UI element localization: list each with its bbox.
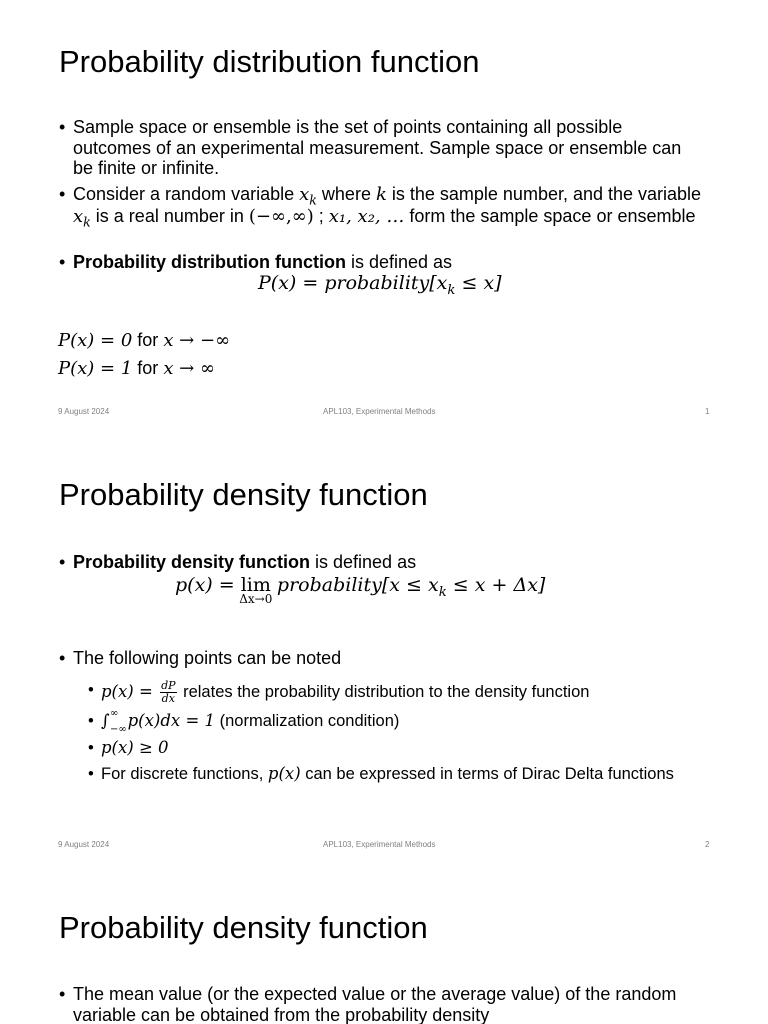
bullet-text: p(x) ≥ 0 <box>101 738 169 757</box>
bullet-dot: • <box>88 765 94 783</box>
equation-distribution: $P(x) = probability[x_k \le x]$ <box>258 272 502 298</box>
bullet-dot: • <box>59 252 66 272</box>
bullet-text: Consider a random variable $x_k$ where k is the sample number, and the variable $x_k$ is a real number in (−∞,∞) ; x₁, x₂, … form the sample space or ensemble <box>73 184 702 230</box>
sub-list-item <box>88 680 688 705</box>
bullet-text: The mean value (or the expected value or the average value) of the random variable can be obtained from the probability density <box>73 984 677 1024</box>
bullet-dot: • <box>59 117 66 137</box>
limit-line-minus: P(x) = 0 for x → −∞ <box>58 330 231 351</box>
bullet-text: Probability distribution function is defined as <box>73 252 453 272</box>
footer-course: APL103, Experimental Methods <box>323 407 436 416</box>
slide-2 <box>0 433 768 866</box>
page-number: 1 <box>705 407 710 416</box>
sub-list-item <box>88 708 688 735</box>
sub-list-item <box>88 764 688 784</box>
page-number: 2 <box>705 840 710 849</box>
list-item <box>59 117 704 179</box>
bullet-dot: • <box>59 184 66 204</box>
bullet-text: The following points can be noted <box>73 648 342 668</box>
sub-list-item <box>88 738 688 758</box>
bullet-text: p(x) = $\frac{dP}{dx}$ relates the probability distribution to the density function <box>101 679 590 705</box>
bullet-text: ∫ ∞ −∞ p(x)dx = 1 (normalization condition) <box>101 708 400 735</box>
list-item <box>59 648 704 669</box>
bullet-dot: • <box>59 552 66 572</box>
list-item <box>59 552 704 573</box>
slide-3 <box>0 866 768 1024</box>
bullet-dot: • <box>59 648 66 668</box>
footer-date: 9 August 2024 <box>58 840 110 849</box>
slide-title: Probability density function <box>59 910 428 945</box>
slide-title: Probability distribution function <box>59 44 480 79</box>
equation-density: p(x) = lim Δx→0 probability[x ≤ $x_k \le x + \Delta x$] <box>175 574 546 606</box>
limit-line-plus: P(x) = 1 for x → ∞ <box>58 358 215 379</box>
slide-1 <box>0 0 768 433</box>
list-item <box>59 984 704 1024</box>
bullet-text: Probability density function is defined as <box>73 552 417 572</box>
slide-title: Probability density function <box>59 477 428 512</box>
list-item <box>59 252 704 273</box>
list-item <box>59 184 704 230</box>
bullet-dot: • <box>59 984 66 1004</box>
bullet-text: Sample space or ensemble is the set of points containing all possible outcomes of an experimental measurement. Sample space or ensemble can be finite or infinite. <box>73 117 682 178</box>
bullet-text: For discrete functions, p(x) can be expressed in terms of Dirac Delta functions <box>101 764 674 783</box>
footer-date: 9 August 2024 <box>58 407 110 416</box>
footer-course: APL103, Experimental Methods <box>323 840 436 849</box>
bullet-dot: • <box>88 739 94 757</box>
bullet-dot: • <box>88 681 94 699</box>
bullet-dot: • <box>88 712 94 730</box>
